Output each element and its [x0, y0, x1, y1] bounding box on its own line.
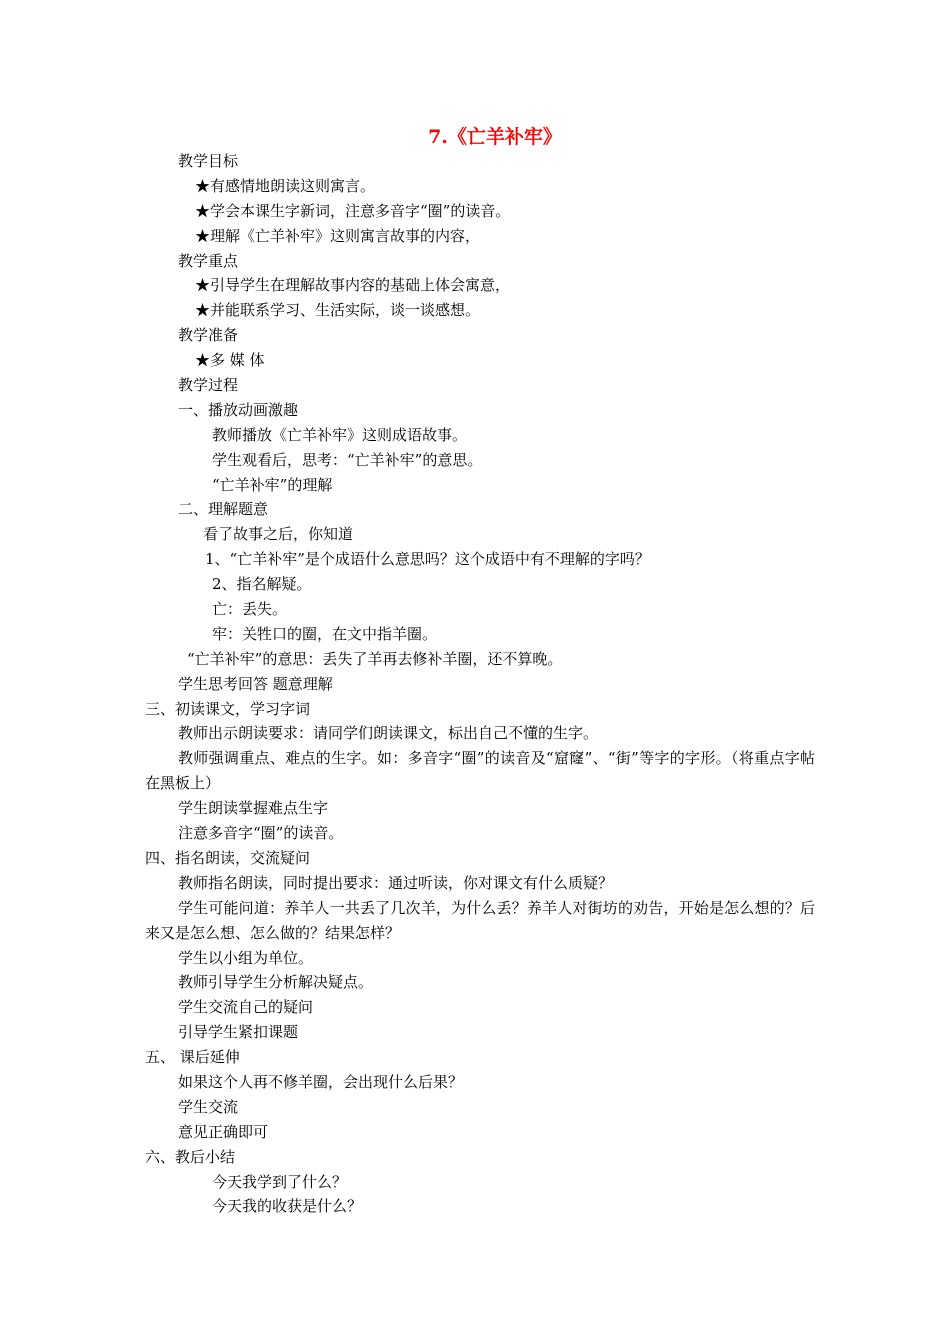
section-heading-objectives: 教学目标: [178, 152, 239, 170]
step-heading-3: 三、初读课文，学习字词: [145, 699, 311, 718]
step-1-line-2: 学生观看后，思考：“亡羊补牢”的意思。: [212, 450, 483, 469]
objective-item-1: ★有感情地朗读这则寓言。: [195, 176, 376, 195]
objective-item-2: ★学会本课生字新词，注意多音字“圈”的读音。: [195, 201, 511, 220]
step-4-line-1: 教师指名朗读，同时提出要求：通过听读，你对课文有什么质疑？: [178, 873, 614, 892]
key-point-item-1: ★引导学生在理解故事内容的基础上体会寓意，: [195, 276, 511, 295]
step-3-line-2: 教师强调重点、难点的生字。如：多音字“圈”的读音及“窟窿”、“街”等字的字形。（将重点字帖在黑板上）: [145, 749, 815, 793]
step-2-line-5: 牢：关牲口的圈，在文中指羊圈。: [212, 624, 438, 643]
step-4-line-6: 引导学生紧扣课题: [178, 1023, 299, 1042]
objective-item-3: ★理解《亡羊补牢》这则寓言故事的内容，: [195, 226, 481, 245]
step-4-line-4: 教师引导学生分析解决疑点。: [178, 973, 374, 992]
section-heading-process: 教学过程: [178, 376, 239, 395]
step-6-line-2: 今天我的收获是什么？: [212, 1197, 363, 1216]
step-heading-1: 一、播放动画激趣: [178, 400, 299, 419]
step-2-line-2: 1、“亡羊补牢”是个成语什么意思吗？这个成语中有不理解的字吗？: [205, 550, 650, 569]
step-2-line-7: 学生思考回答 题意理解: [178, 674, 333, 693]
step-5-line-1: 如果这个人再不修羊圈，会出现什么后果？: [178, 1073, 464, 1092]
step-heading-4: 四、指名朗读，交流疑问: [145, 848, 311, 867]
step-2-line-4: 亡：丢失。: [212, 600, 288, 619]
step-3-line-3: 学生朗读掌握难点生字: [178, 799, 329, 818]
step-1-line-3: “亡羊补牢”的理解: [212, 475, 333, 494]
step-2-line-1: 看了故事之后，你知道: [203, 525, 354, 544]
step-4-line-5: 学生交流自己的疑问: [178, 998, 314, 1017]
step-3-line-4: 注意多音字“圈”的读音。: [178, 824, 344, 843]
step-heading-2: 二、理解题意: [178, 500, 269, 519]
step-5-line-3: 意见正确即可: [178, 1122, 269, 1141]
step-6-line-1: 今天我学到了什么？: [212, 1172, 348, 1191]
step-1-line-1: 教师播放《亡羊补牢》这则成语故事。: [212, 425, 468, 444]
step-2-line-6: “亡羊补牢”的意思：丢失了羊再去修补羊圈，还不算晚。: [187, 649, 563, 668]
document-title: [0, 124, 950, 150]
key-point-item-2: ★并能联系学习、生活实际，谈一谈感想。: [195, 301, 481, 320]
document-title-text: 7.《亡羊补牢》: [428, 126, 562, 148]
step-heading-5: 五、 课后延伸: [145, 1048, 240, 1067]
step-4-line-3: 学生以小组为单位。: [178, 948, 314, 967]
section-heading-preparation: 教学准备: [178, 326, 239, 345]
step-4-line-2: 学生可能问道：养羊人一共丢了几次羊，为什么丢？养羊人对街坊的劝告，开始是怎么想的？后来又是怎么想、怎么做的？结果怎样？: [145, 898, 815, 942]
document-body: [145, 149, 815, 1219]
step-heading-6: 六、教后小结: [145, 1147, 236, 1166]
preparation-item: ★多 媒 体: [195, 351, 265, 370]
section-heading-key-points: 教学重点: [178, 251, 239, 270]
step-2-line-3: 2、指名解疑。: [212, 575, 312, 594]
step-3-line-1: 教师出示朗读要求：请同学们朗读课文，标出自己不懂的生字。: [178, 724, 599, 743]
step-5-line-2: 学生交流: [178, 1097, 239, 1116]
